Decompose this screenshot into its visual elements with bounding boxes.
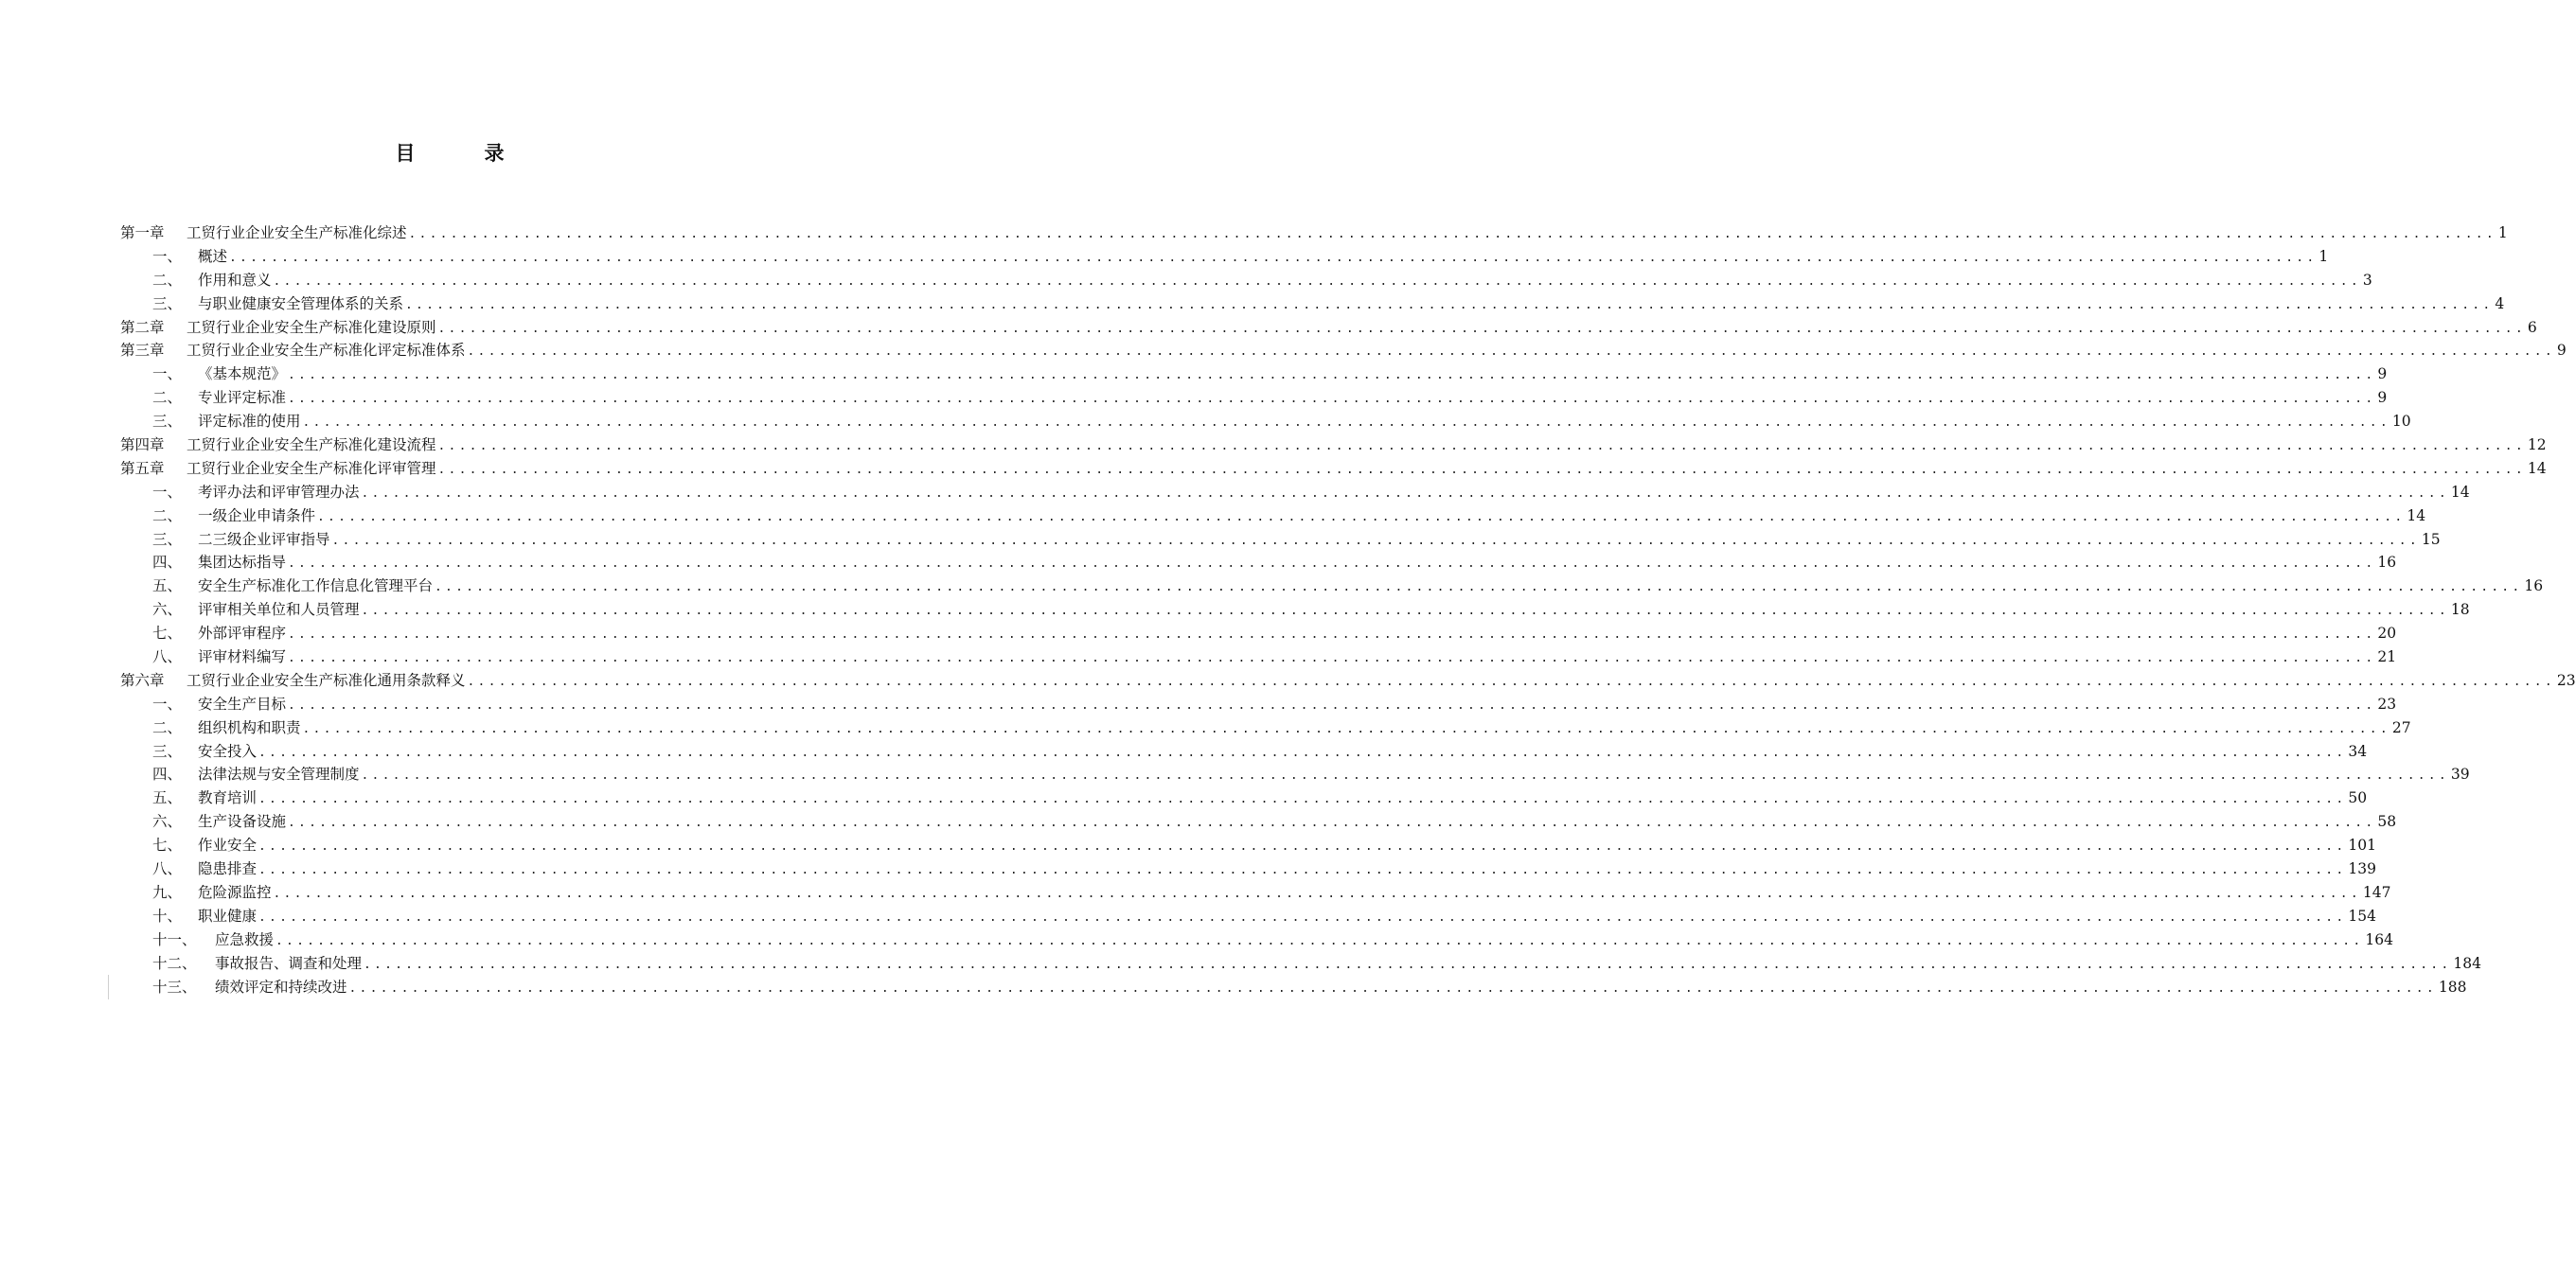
toc-entry-title: 工贸行业企业安全生产标准化评定标准体系	[187, 342, 466, 360]
toc-entry-number: 一、	[152, 365, 183, 383]
toc-entry-number: 十、	[152, 907, 183, 925]
toc-dot-leader: ........................................................................................................................................................................................................	[408, 227, 2496, 241]
toc-section-entry[interactable]	[120, 905, 2376, 928]
toc-dot-leader: ........................................................................................................................................................................................................	[302, 721, 2390, 736]
toc-dot-leader: ........................................................................................................................................................................................................	[258, 839, 2347, 855]
table-of-contents	[120, 221, 2576, 998]
toc-entry-title: 外部评审程序	[198, 625, 287, 643]
toc-entry-number: 二、	[152, 271, 183, 289]
toc-page-number: 9	[2377, 389, 2388, 407]
toc-page-number: 23	[2556, 671, 2576, 689]
toc-entry-title: 教育培训	[198, 789, 258, 807]
toc-dot-leader: ........................................................................................................................................................................................................	[437, 439, 2526, 454]
toc-entry-title: 工贸行业企业安全生产标准化综述	[187, 224, 407, 241]
toc-section-entry[interactable]	[120, 928, 2393, 952]
toc-section-entry[interactable]	[120, 551, 2397, 574]
toc-entry-number: 三、	[152, 530, 183, 548]
toc-entry-title: 考评办法和评审管理办法	[198, 483, 360, 501]
toc-dot-leader: ........................................................................................................................................................................................................	[437, 321, 2526, 336]
toc-entry-title: 评审材料编写	[198, 648, 287, 666]
toc-entry-title: 职业健康	[198, 907, 258, 925]
toc-page-number: 188	[2438, 978, 2467, 996]
toc-page-number: 18	[2450, 601, 2470, 619]
toc-chapter-entry[interactable]	[120, 433, 2547, 457]
toc-section-entry[interactable]	[120, 598, 2470, 622]
toc-entry-number: 六、	[152, 813, 183, 831]
toc-dot-leader: ........................................................................................................................................................................................................	[302, 415, 2390, 431]
toc-entry-title: 作用和意义	[198, 271, 272, 289]
toc-dot-leader: ........................................................................................................................................................................................................	[331, 533, 2420, 548]
toc-entry-number: 第四章	[120, 436, 165, 454]
toc-entry-number: 六、	[152, 601, 183, 619]
toc-entry-title: 概述	[198, 247, 228, 265]
toc-entry-title: 工贸行业企业安全生产标准化评审管理	[187, 459, 436, 477]
toc-entry-title: 安全投入	[198, 742, 258, 760]
toc-section-entry[interactable]	[120, 693, 2397, 716]
toc-entry-title: 与职业健康安全管理体系的关系	[198, 294, 404, 312]
toc-page-number: 14	[2450, 483, 2470, 501]
toc-section-entry[interactable]	[120, 645, 2397, 669]
toc-dot-leader: ........................................................................................................................................................................................................	[288, 698, 2376, 713]
toc-page-number: 4	[2495, 294, 2505, 312]
toc-page-number: 1	[2497, 224, 2508, 241]
toc-dot-leader: ........................................................................................................................................................................................................	[288, 627, 2376, 643]
toc-dot-leader: ........................................................................................................................................................................................................	[258, 863, 2347, 878]
toc-entry-title: 安全生产标准化工作信息化管理平台	[198, 577, 434, 595]
toc-entry-number: 四、	[152, 554, 183, 572]
toc-section-entry[interactable]	[120, 857, 2376, 881]
toc-entry-number: 七、	[152, 625, 183, 643]
toc-entry-number: 三、	[152, 294, 183, 312]
toc-dot-leader: ........................................................................................................................................................................................................	[258, 910, 2347, 925]
toc-dot-leader: ........................................................................................................................................................................................................	[275, 933, 2364, 948]
toc-entry-number: 一、	[152, 695, 183, 713]
toc-page-number: 1	[2318, 247, 2329, 265]
toc-page-number: 16	[2524, 577, 2544, 595]
toc-entry-title: 生产设备设施	[198, 813, 287, 831]
toc-section-entry[interactable]	[120, 362, 2388, 386]
toc-dot-leader: ........................................................................................................................................................................................................	[288, 392, 2376, 407]
toc-dot-leader: ........................................................................................................................................................................................................	[361, 768, 2449, 784]
toc-page-number: 154	[2348, 907, 2376, 925]
toc-page-number: 34	[2348, 742, 2368, 760]
toc-page-number: 21	[2377, 648, 2397, 666]
toc-section-entry[interactable]	[120, 245, 2329, 269]
toc-entry-title: 评定标准的使用	[198, 413, 301, 431]
toc-entry-number: 三、	[152, 742, 183, 760]
toc-entry-number: 五、	[152, 789, 183, 807]
toc-section-entry[interactable]	[120, 292, 2505, 316]
toc-entry-title: 二三级企业评审指导	[198, 530, 330, 548]
toc-entry-number: 一、	[152, 483, 183, 501]
toc-entry-title: 应急救援	[215, 930, 275, 948]
toc-entry-title: 事故报告、调查和处理	[215, 954, 363, 972]
toc-dot-leader: ........................................................................................................................................................................................................	[437, 462, 2526, 477]
toc-chapter-entry[interactable]	[120, 316, 2537, 340]
toc-entry-title: 绩效评定和持续改进	[215, 978, 347, 996]
toc-page-number: 16	[2377, 554, 2397, 572]
toc-dot-leader: ........................................................................................................................................................................................................	[317, 509, 2406, 524]
toc-section-entry[interactable]	[120, 410, 2411, 433]
toc-entry-title: 危险源监控	[198, 883, 272, 901]
toc-chapter-entry[interactable]	[120, 669, 2576, 693]
toc-entry-number: 十一、	[152, 930, 197, 948]
toc-section-entry[interactable]	[120, 269, 2372, 292]
toc-entry-number: 七、	[152, 837, 183, 855]
toc-page-number: 27	[2391, 718, 2411, 736]
toc-entry-title: 作业安全	[198, 837, 258, 855]
toc-dot-leader: ........................................................................................................................................................................................................	[258, 792, 2347, 807]
toc-dot-leader: ........................................................................................................................................................................................................	[364, 957, 2452, 972]
toc-section-entry[interactable]	[120, 716, 2411, 740]
margin-line	[108, 975, 109, 999]
toc-dot-leader: ........................................................................................................................................................................................................	[348, 980, 2437, 996]
toc-section-entry[interactable]	[120, 574, 2544, 598]
toc-page-number: 50	[2348, 789, 2368, 807]
toc-section-entry[interactable]	[120, 786, 2368, 810]
toc-entry-title: 一级企业申请条件	[198, 506, 316, 524]
toc-section-entry[interactable]	[120, 810, 2397, 834]
toc-entry-number: 第五章	[120, 459, 165, 477]
toc-page-number: 12	[2527, 436, 2547, 454]
toc-entry-title: 法律法规与安全管理制度	[198, 766, 360, 784]
toc-dot-leader: ........................................................................................................................................................................................................	[288, 816, 2376, 831]
toc-entry-number: 第一章	[120, 224, 165, 241]
toc-dot-leader: ........................................................................................................................................................................................................	[405, 297, 2494, 312]
toc-section-entry[interactable]	[120, 881, 2391, 905]
toc-page-number: 9	[2377, 365, 2388, 383]
toc-entry-title: 工贸行业企业安全生产标准化通用条款释义	[187, 671, 466, 689]
toc-page-number: 10	[2391, 413, 2411, 431]
toc-page-number: 58	[2377, 813, 2397, 831]
toc-entry-title: 工贸行业企业安全生产标准化建设流程	[187, 436, 436, 454]
toc-section-entry[interactable]	[120, 952, 2481, 976]
toc-entry-number: 九、	[152, 883, 183, 901]
toc-entry-number: 四、	[152, 766, 183, 784]
toc-dot-leader: ........................................................................................................................................................................................................	[467, 674, 2555, 689]
toc-section-entry[interactable]	[120, 481, 2470, 504]
toc-page-number: 20	[2377, 625, 2397, 643]
toc-section-entry[interactable]	[120, 622, 2397, 645]
toc-page-number: 139	[2348, 860, 2376, 878]
toc-page-number: 9	[2556, 342, 2567, 360]
toc-page-number: 14	[2527, 459, 2547, 477]
toc-dot-leader: ........................................................................................................................................................................................................	[361, 486, 2449, 501]
toc-entry-number: 二、	[152, 506, 183, 524]
toc-entry-title: 隐患排查	[198, 860, 258, 878]
toc-dot-leader: ........................................................................................................................................................................................................	[467, 344, 2555, 360]
toc-page-number: 3	[2362, 271, 2372, 289]
toc-dot-leader: ........................................................................................................................................................................................................	[288, 556, 2376, 572]
toc-entry-title: 评审相关单位和人员管理	[198, 601, 360, 619]
toc-entry-number: 一、	[152, 247, 183, 265]
toc-entry-number: 第三章	[120, 342, 165, 360]
page-title: 目 录	[395, 142, 529, 165]
toc-entry-number: 十三、	[152, 978, 197, 996]
toc-entry-title: 组织机构和职责	[198, 718, 301, 736]
toc-page-number: 14	[2407, 506, 2426, 524]
toc-entry-number: 八、	[152, 648, 183, 666]
toc-entry-number: 五、	[152, 577, 183, 595]
toc-page-number: 147	[2362, 883, 2391, 901]
toc-section-entry[interactable]	[120, 834, 2376, 857]
toc-entry-number: 二、	[152, 389, 183, 407]
toc-page-number: 23	[2377, 695, 2397, 713]
toc-section-entry[interactable]	[120, 740, 2368, 764]
toc-entry-title: 工贸行业企业安全生产标准化建设原则	[187, 318, 436, 336]
toc-section-entry[interactable]	[120, 528, 2441, 552]
toc-dot-leader: ........................................................................................................................................................................................................	[288, 368, 2376, 383]
toc-entry-title: 《基本规范》	[198, 365, 287, 383]
toc-section-entry[interactable]	[120, 386, 2388, 410]
toc-entry-number: 八、	[152, 860, 183, 878]
toc-entry-number: 二、	[152, 718, 183, 736]
toc-section-entry[interactable]	[120, 976, 2467, 999]
toc-dot-leader: ........................................................................................................................................................................................................	[288, 651, 2376, 666]
toc-entry-title: 安全生产目标	[198, 695, 287, 713]
toc-entry-number: 三、	[152, 413, 183, 431]
toc-page-number: 164	[2365, 930, 2393, 948]
toc-dot-leader: ........................................................................................................................................................................................................	[273, 274, 2361, 289]
toc-entry-number: 第二章	[120, 318, 165, 336]
toc-chapter-entry[interactable]	[120, 221, 2508, 245]
toc-entry-title: 集团达标指导	[198, 554, 287, 572]
toc-page-number: 6	[2527, 318, 2537, 336]
toc-page-number: 101	[2348, 837, 2376, 855]
toc-dot-leader: ........................................................................................................................................................................................................	[258, 745, 2347, 760]
toc-dot-leader: ........................................................................................................................................................................................................	[435, 580, 2523, 595]
toc-page-number: 184	[2453, 954, 2481, 972]
toc-entry-number: 十二、	[152, 954, 197, 972]
toc-section-entry[interactable]	[120, 504, 2426, 528]
toc-dot-leader: ........................................................................................................................................................................................................	[361, 604, 2449, 619]
toc-section-entry[interactable]	[120, 763, 2470, 786]
toc-chapter-entry[interactable]	[120, 457, 2547, 481]
toc-page-number: 15	[2421, 530, 2441, 548]
toc-page-number: 39	[2450, 766, 2470, 784]
toc-dot-leader: ........................................................................................................................................................................................................	[273, 886, 2361, 901]
toc-entry-number: 第六章	[120, 671, 165, 689]
toc-chapter-entry[interactable]	[120, 339, 2567, 362]
toc-dot-leader: ........................................................................................................................................................................................................	[229, 250, 2318, 265]
toc-entry-title: 专业评定标准	[198, 389, 287, 407]
